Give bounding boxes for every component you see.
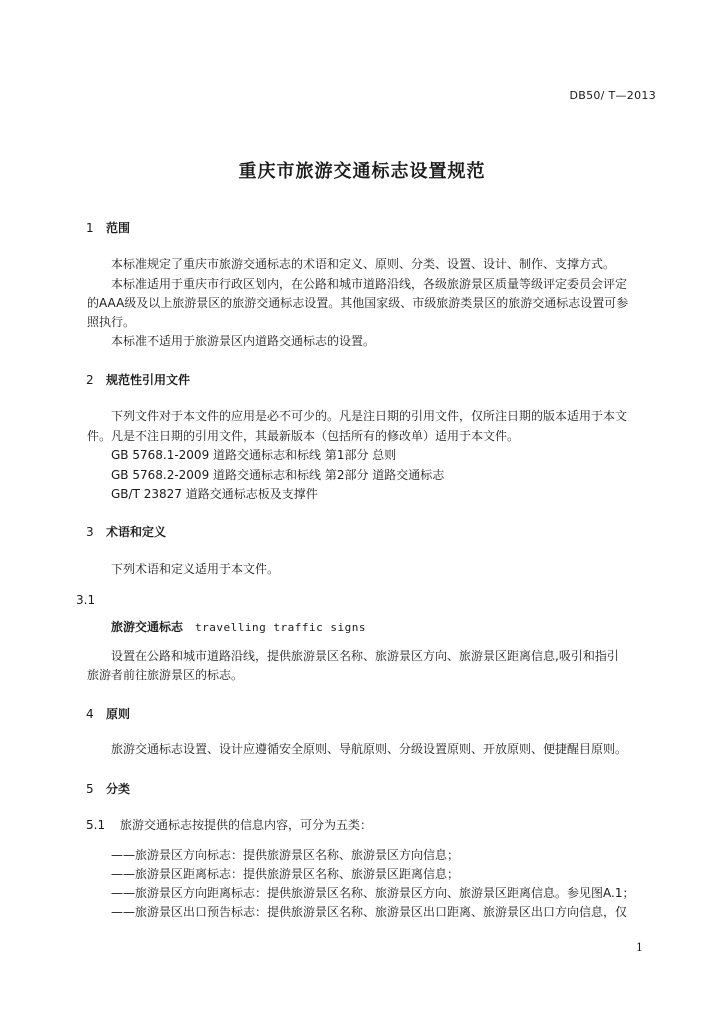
reference-item: GB/T 23827 道路交通标志板及支撑件 bbox=[111, 487, 318, 501]
subsection-5-1 bbox=[86, 817, 372, 833]
paragraph-line: 照执行。 bbox=[87, 315, 136, 329]
paragraph: 本标准规定了重庆市旅游交通标志的术语和定义、原则、分类、设置、设计、制作、支撑方式。 bbox=[111, 257, 616, 271]
section-title: 规范性引用文件 bbox=[106, 373, 191, 387]
paragraph-line: 本标准适用于重庆市行政区划内，在公路和城市道路沿线，各级旅游景区质量等级评定委员会评定 bbox=[111, 277, 628, 291]
section-heading-2 bbox=[86, 372, 190, 388]
term-entry bbox=[111, 619, 366, 636]
section-heading-1 bbox=[86, 220, 130, 236]
section-heading-4 bbox=[86, 706, 130, 722]
term-english: travelling traffic signs bbox=[195, 621, 366, 634]
paragraph: 下列术语和定义适用于本文件。 bbox=[111, 562, 280, 576]
list-item: ——旅游景区距离标志：提供旅游景区名称、旅游景区距离信息； bbox=[111, 867, 460, 881]
definition-line: 旅游者前往旅游景区的标志。 bbox=[87, 668, 244, 682]
subsection-number: 5.1 bbox=[86, 818, 106, 832]
reference-item: GB 5768.1-2009 道路交通标志和标线 第1部分 总则 bbox=[111, 448, 397, 462]
section-title: 术语和定义 bbox=[106, 525, 167, 539]
paragraph-line: 件。凡是不注日期的引用文件，其最新版本（包括所有的修改单）适用于本文件。 bbox=[87, 429, 520, 443]
section-number: 2 bbox=[86, 373, 94, 387]
section-number: 3 bbox=[86, 525, 94, 539]
section-number: 5 bbox=[86, 782, 94, 796]
reference-item: GB 5768.2-2009 道路交通标志和标线 第2部分 道路交通标志 bbox=[111, 468, 445, 482]
paragraph-line: 的AAA级及以上旅游景区的旅游交通标志设置。其他国家级、市级旅游类景区的旅游交通标志设置可参 bbox=[87, 296, 629, 310]
list-item: ——旅游景区方向标志：提供旅游景区名称、旅游景区方向信息； bbox=[111, 848, 460, 862]
paragraph: 旅游交通标志设置、设计应遵循安全原则、导航原则、分级设置原则、开放原则、便捷醒目原则。 bbox=[111, 742, 628, 756]
list-item: ——旅游景区方向距离标志：提供旅游景区名称、旅游景区方向、旅游景区距离信息。参见图A.1； bbox=[111, 886, 635, 900]
section-title: 分类 bbox=[106, 782, 131, 796]
paragraph-line: 下列文件对于本文件的应用是必不可少的。凡是注日期的引用文件，仅所注日期的版本适用于本文 bbox=[111, 409, 628, 423]
page-title: 重庆市旅游交通标志设置规范 bbox=[238, 161, 486, 182]
paragraph: 本标准不适用于旅游景区内道路交通标志的设置。 bbox=[111, 334, 376, 348]
section-title: 原则 bbox=[106, 707, 131, 721]
section-number: 4 bbox=[86, 707, 94, 721]
definition-line: 设置在公路和城市道路沿线，提供旅游景区名称、旅游景区方向、旅游景区距离信息,吸引和指引 bbox=[111, 649, 619, 663]
page-number: 1 bbox=[636, 941, 643, 954]
section-heading-3 bbox=[86, 524, 166, 540]
section-number: 1 bbox=[86, 221, 94, 235]
term-chinese: 旅游交通标志 bbox=[111, 620, 184, 634]
subsection-text: 旅游交通标志按提供的信息内容，可分为五类： bbox=[120, 818, 373, 832]
subsection-number: 3.1 bbox=[76, 593, 96, 607]
section-title: 范围 bbox=[106, 221, 131, 235]
document-code: DB50/ T—2013 bbox=[569, 89, 656, 102]
list-item: ——旅游景区出口预告标志：提供旅游景区名称、旅游景区出口距离、旅游景区出口方向信息，仅 bbox=[111, 905, 628, 919]
section-heading-5 bbox=[86, 781, 130, 797]
